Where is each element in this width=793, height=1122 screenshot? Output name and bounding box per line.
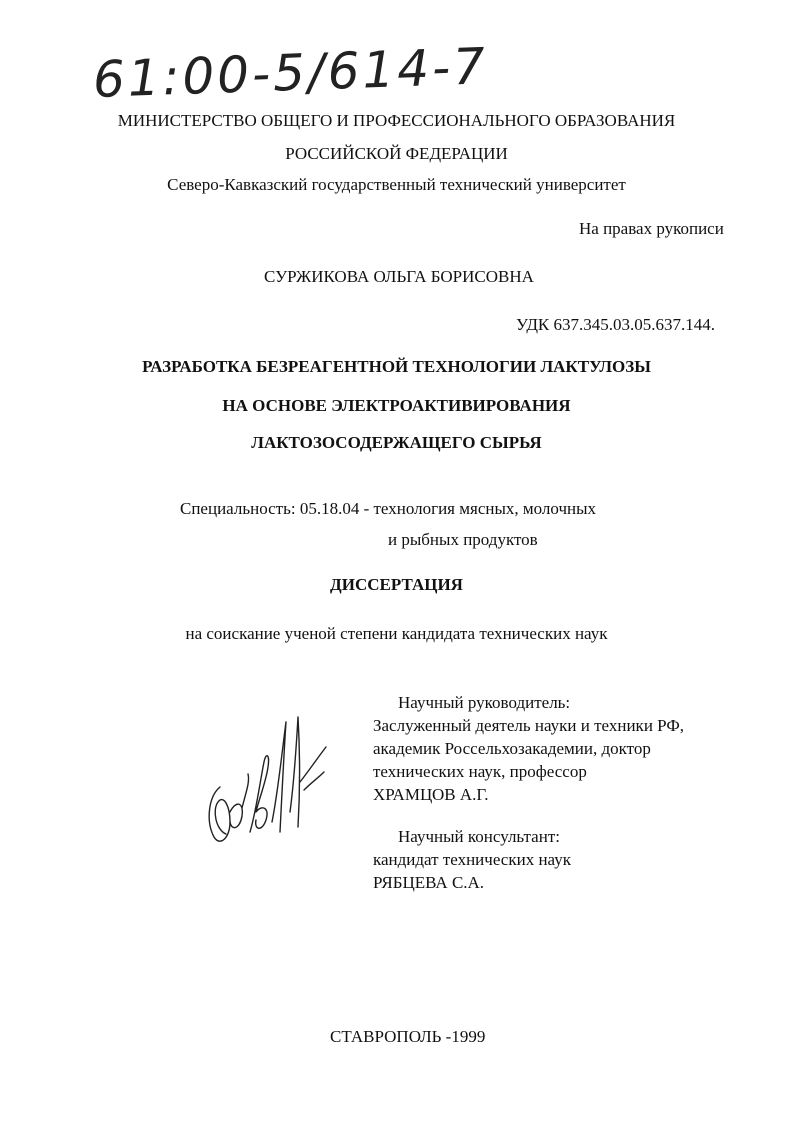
supervisor-label: Научный руководитель: [398, 693, 571, 712]
degree-line: на соискание ученой степени кандидата технических наук [185, 624, 608, 643]
handwritten-signature [200, 712, 340, 862]
consultant-name: РЯБЦЕВА С.А. [373, 873, 485, 892]
udk-code: УДК 637.345.03.05.637.144. [516, 315, 716, 334]
manuscript-note: На правах рукописи [579, 219, 724, 238]
ministry-line-2: РОССИЙСКОЙ ФЕДЕРАЦИИ [285, 144, 508, 163]
specialty-line-2: и рыбных продуктов [388, 530, 538, 549]
supervisor-name: ХРАМЦОВ А.Г. [373, 785, 489, 804]
university-name: Северо-Кавказский государственный технический университет [167, 175, 626, 194]
supervisor-title-1: Заслуженный деятель науки и техники РФ, [373, 716, 685, 735]
title-line-3: ЛАКТОЗОСОДЕРЖАЩЕГО СЫРЬЯ [251, 433, 542, 452]
title-line-1: РАЗРАБОТКА БЕЗРЕАГЕНТНОЙ ТЕХНОЛОГИИ ЛАКТУЛОЗЫ [142, 357, 651, 376]
author-name: СУРЖИКОВА ОЛЬГА БОРИСОВНА [264, 267, 534, 286]
document-type: ДИССЕРТАЦИЯ [330, 575, 463, 594]
city-year: СТАВРОПОЛЬ -1999 [330, 1027, 486, 1046]
handwritten-archive-number: 61:00-5/614-7 [91, 37, 489, 109]
specialty-line-1: Специальность: 05.18.04 - технология мясных, молочных [180, 499, 597, 518]
title-line-2: НА ОСНОВЕ ЭЛЕКТРОАКТИВИРОВАНИЯ [222, 396, 571, 415]
consultant-label: Научный консультант: [398, 827, 560, 846]
supervisor-title-3: технических наук, профессор [373, 762, 587, 781]
supervisor-title-2: академик Россельхозакадемии, доктор [373, 739, 651, 758]
consultant-title: кандидат технических наук [373, 850, 571, 869]
ministry-line-1: МИНИСТЕРСТВО ОБЩЕГО И ПРОФЕССИОНАЛЬНОГО ОБРАЗОВАНИЯ [117, 111, 676, 130]
